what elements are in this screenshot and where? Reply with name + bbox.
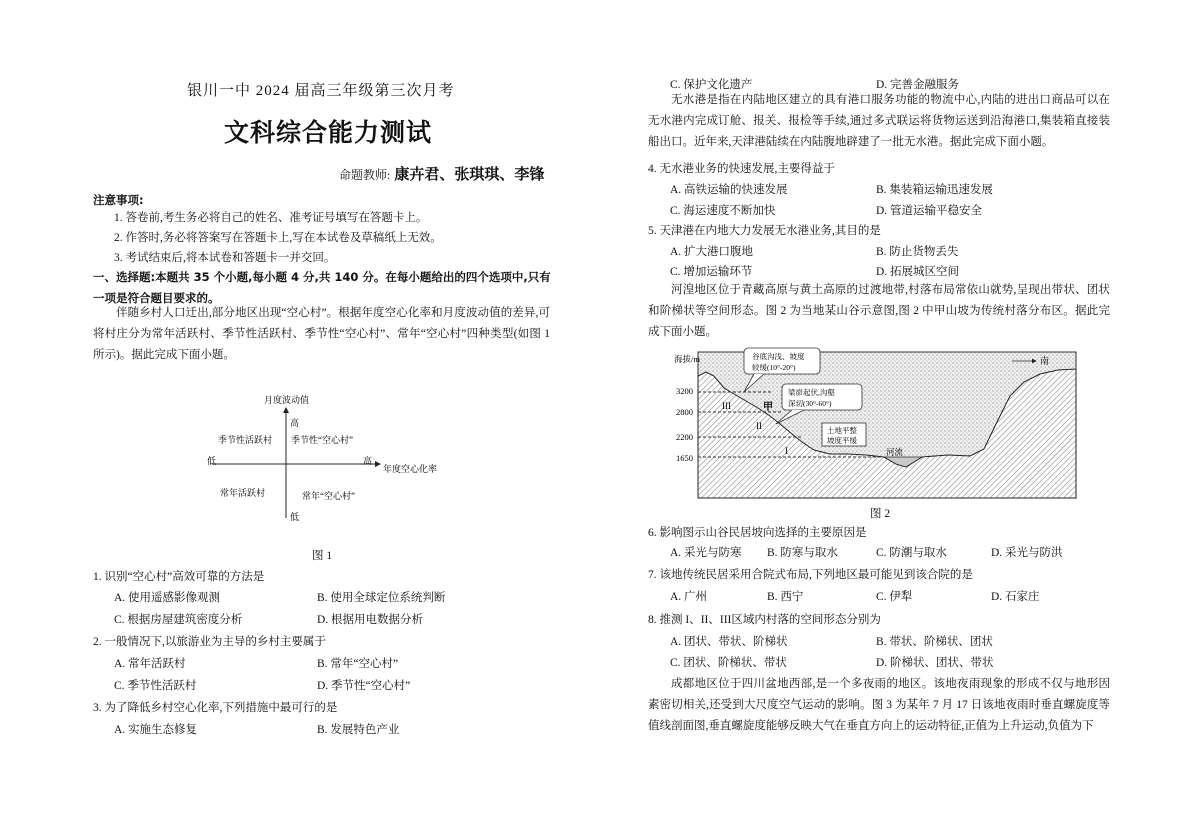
question-option: A. 采光与防寒 bbox=[670, 547, 742, 559]
question-option: C. 保护文化遗产 bbox=[670, 79, 753, 91]
question-stem: 3. 为了降低乡村空心化率,下列措施中最可行的是 bbox=[93, 702, 338, 714]
slope-jia-label: 甲 bbox=[763, 402, 773, 413]
y-axis-low: 低 bbox=[290, 512, 300, 522]
question-option: A. 使用遥感影像观测 bbox=[114, 592, 221, 604]
y-axis-title: 月度波动值 bbox=[264, 395, 310, 405]
question-option: B. 西宁 bbox=[767, 591, 804, 603]
question-option: D. 季节性“空心村” bbox=[317, 680, 411, 692]
question-option: C. 防潮与取水 bbox=[876, 547, 947, 559]
question-stem: 4. 无水港业务的快速发展,主要得益于 bbox=[648, 163, 835, 175]
question-option: A. 高铁运输的快速发展 bbox=[670, 184, 788, 196]
quadrant-bottom-right: 常年“空心村” bbox=[302, 491, 355, 501]
question-option: C. 伊犁 bbox=[876, 591, 913, 603]
question-stem: 5. 天津港在内地大力发展无水港业务,其目的是 bbox=[648, 225, 881, 237]
question-option: B. 使用全球定位系统判断 bbox=[317, 592, 446, 604]
quadrant-top-right: 季节性“空心村” bbox=[291, 435, 353, 445]
question-option: C. 根据房屋建筑密度分析 bbox=[114, 614, 243, 626]
callout-ridge-line1: 梁峁起伏,沟壑 bbox=[788, 388, 835, 397]
y-axis-unit: 海拔/m bbox=[674, 354, 700, 364]
zone-I-label: I bbox=[785, 446, 788, 456]
question-option: B. 发展特色产业 bbox=[317, 724, 400, 736]
question-option: D. 阶梯状、团状、带状 bbox=[876, 657, 994, 669]
x-axis-title: 年度空心化率 bbox=[383, 464, 438, 474]
figure1-quadrant-diagram bbox=[190, 388, 480, 528]
question-option: A. 常年活跃村 bbox=[114, 658, 186, 670]
question-option: D. 拓展城区空间 bbox=[876, 266, 960, 278]
figure2-valley-profile bbox=[672, 346, 1082, 502]
question-option: B. 集装箱运输迅速发展 bbox=[876, 184, 993, 196]
callout-flat-line1: 土地平整 bbox=[827, 426, 857, 435]
notice-item: 3. 考试结束后,将本试卷和答题卡一并交回。 bbox=[114, 252, 336, 264]
question-option: B. 带状、阶梯状、团状 bbox=[876, 636, 993, 648]
quadrant-bottom-left: 常年活跃村 bbox=[220, 488, 266, 498]
notice-item: 1. 答卷前,考生务必将自己的姓名、准考证号填写在答题卡上。 bbox=[114, 212, 428, 224]
question-option: A. 扩大港口腹地 bbox=[670, 246, 754, 258]
intro-paragraph-dry-port: 无水港是指在内陆地区建立的具有港口服务功能的物流中心,内陆的进出口商品可以在无水港内完成订舱、报关、报检等手续,通过多式联运将货物运送到沿海港口,集装箱直接装船出口。近年来,天津港陆续在内陆腹地辟建了一批无水港。据此完成下面小题。 bbox=[648, 94, 1110, 148]
author-line bbox=[339, 163, 544, 184]
figure1-caption: 图 1 bbox=[312, 550, 333, 562]
zone-II-label: II bbox=[756, 421, 762, 431]
callout-valley-line1: 谷底沟浅、坡度 bbox=[752, 352, 805, 361]
question-option: D. 采光与防洪 bbox=[991, 547, 1063, 559]
section-instruction-line1: 一、选择题:本题共 35 个小题,每小题 4 分,共 140 分。在每小题给出的四个选项中,只有 bbox=[93, 270, 551, 284]
question-option: D. 完善金融服务 bbox=[876, 79, 960, 91]
callout-ridge-line2: 深切(30°-60°) bbox=[788, 399, 832, 408]
question-option: D. 管道运输平稳安全 bbox=[876, 205, 983, 217]
question-option: A. 实施生态修复 bbox=[114, 724, 198, 736]
elevation-tick: 2800 bbox=[676, 407, 693, 417]
question-option: B. 防寒与取水 bbox=[767, 547, 838, 559]
question-option: C. 增加运输环节 bbox=[670, 266, 753, 278]
elevation-tick: 1650 bbox=[676, 453, 693, 463]
quadrant-top-left: 季节性活跃村 bbox=[218, 435, 273, 445]
exam-header-title: 银川一中 2024 届高三年级第三次月考 bbox=[187, 83, 455, 99]
question-option: A. 广州 bbox=[670, 591, 708, 603]
x-axis-high: 高 bbox=[363, 456, 373, 466]
question-option: B. 常年“空心村” bbox=[317, 658, 399, 670]
callout-flat-line2: 坡度平缓 bbox=[827, 436, 857, 445]
question-stem: 8. 推测 I、II、III区域内村落的空间形态分别为 bbox=[648, 614, 881, 626]
exam-subject-title: 文科综合能力测试 bbox=[224, 118, 433, 147]
question-option: D. 石家庄 bbox=[991, 591, 1040, 603]
question-stem: 6. 影响图示山谷民居坡向选择的主要原因是 bbox=[648, 527, 867, 539]
question-option: B. 防止货物丢失 bbox=[876, 246, 959, 258]
author-label: 命题教师: bbox=[339, 168, 391, 182]
question-stem: 7. 该地传统民居采用合院式布局,下列地区最可能见到该合院的是 bbox=[648, 569, 973, 581]
section-instruction-line2: 一项是符合题目要求的。 bbox=[93, 291, 220, 305]
question-stem: 2. 一般情况下,以旅游业为主导的乡村主要属于 bbox=[93, 636, 326, 648]
intro-paragraph-night-rain: 成都地区位于四川盆地西部,是一个多夜雨的地区。该地夜雨现象的形成不仅与地形因素密切相关,还受到大尺度空气运动的影响。图 3 为某年 7 月 17 日该地夜雨时垂直螺旋度等值线剖面图,垂直螺旋度能够反映大气在垂直方向上的运动特征,正值为上升运动,负值为下 bbox=[648, 678, 1110, 732]
zone-III-label: III bbox=[722, 401, 731, 411]
question-option: D. 根据用电数据分析 bbox=[317, 614, 424, 626]
intro-paragraph-hollow-village: 伴随乡村人口迁出,部分地区出现“空心村”。根据年度空心化率和月度波动值的差异,可将村庄分为常年活跃村、季节性活跃村、季节性“空心村”、常年“空心村”四种类型(如图 1 所示)。据此完成下面小题。 bbox=[93, 307, 550, 361]
x-axis-low: 低 bbox=[207, 456, 217, 466]
figure2-caption: 图 2 bbox=[870, 508, 891, 520]
elevation-tick: 2200 bbox=[676, 432, 693, 442]
elevation-tick: 3200 bbox=[676, 386, 693, 396]
author-names: 康卉君、张琪琪、李锋 bbox=[394, 165, 545, 183]
question-option: C. 季节性活跃村 bbox=[114, 680, 197, 692]
question-option: A. 团状、带状、阶梯状 bbox=[670, 636, 788, 648]
river-label: 河流 bbox=[886, 447, 904, 457]
intro-paragraph-hehuang: 河湟地区位于青藏高原与黄土高原的过渡地带,村落布局常依山就势,呈现出带状、团状和阶梯状等空间形态。图 2 为当地某山谷示意图,图 2 中甲山坡为传统村落分布区。据此完成下面小题。 bbox=[648, 284, 1110, 338]
question-option: C. 团状、阶梯状、带状 bbox=[670, 657, 787, 669]
question-option: C. 海运速度不断加快 bbox=[670, 205, 776, 217]
question-stem: 1. 识别“空心村”高效可靠的方法是 bbox=[93, 571, 265, 583]
y-axis-high: 高 bbox=[290, 418, 300, 428]
notice-item: 2. 作答时,务必将答案写在答题卡上,写在本试卷及草稿纸上无效。 bbox=[114, 232, 442, 244]
south-label: 南 bbox=[1040, 356, 1050, 366]
notice-heading: 注意事项: bbox=[93, 193, 144, 207]
callout-valley-line2: 较缓(10°-20°) bbox=[752, 363, 796, 372]
